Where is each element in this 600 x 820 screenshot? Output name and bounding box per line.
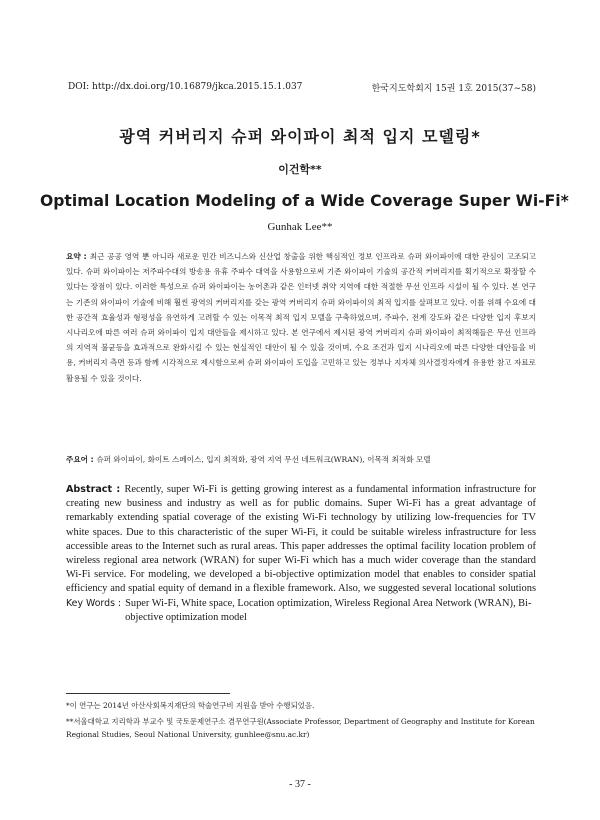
korean-keywords-label: 주요어 : bbox=[66, 455, 97, 464]
footnote-divider bbox=[66, 693, 230, 694]
english-abstract bbox=[66, 483, 536, 597]
running-header bbox=[68, 80, 536, 94]
footnote-affiliation: **서울대학교 지리학과 부교수 및 국토문제연구소 겸무연구원(Associate Professor, Department of Geography and Institute for Korean Regional Studies, Seoul National University, gunhlee@snu.ac.kr) bbox=[66, 717, 535, 739]
english-author: Gunhak Lee** bbox=[267, 221, 333, 233]
english-abstract-label: Abstract : bbox=[66, 484, 125, 495]
english-abstract-text: Recently, super Wi-Fi is getting growing interest as a fundamental information infrastructure for creating new business and industry as well as for public domains. Super Wi-Fi has a great advantage of remarkably extending spatial coverage of the existing Wi-Fi technology by utilizing low-frequencies for TV white spaces. Due to this characteristic of the super Wi-Fi, it could be suitable wireless infrastructure for less accessible areas to the Internet such as rural areas. This paper addresses the optimal facility location problem of wireless regional area network (WRAN) for super Wi-Fi which has a much wider coverage than the standard Wi-Fi service. For modeling, we developed a bi-objective optimization model that enables to consider spatial efficiency and spatial equity of demand in a flexible framework. Also, we suggested several locational solutions bbox=[66, 484, 536, 595]
korean-author: 이건학** bbox=[278, 163, 322, 176]
korean-title: 광역 커버리지 슈퍼 와이파이 최적 입지 모델링* bbox=[119, 127, 481, 146]
english-keywords bbox=[66, 597, 536, 625]
doi-text: DOI: http://dx.doi.org/10.16879/jkca.2015.15.1.037 bbox=[68, 82, 303, 92]
korean-abstract-text: 최근 공공 영역 뿐 아니라 새로운 민간 비즈니스와 신산업 창출을 위한 핵심적인 정보 인프라로 슈퍼 와이파이에 대한 관심이 고조되고 있다. 슈퍼 와이파이는 저주파수대의 방송용 유휴 주파수 대역을 사용함으로써 기존 와이파이 기술의 공간적 커버리지를 획기적으로 확장할 수 있다는 장점이 있다. 이러한 특성으로 슈퍼 와이파이는 농어촌과 같은 인터넷 취약 지역에 대한 적절한 무선 인프라 시설이 될 수 있다. 본 연구는 기존의 와이파이 기술에 비해 훨씬 광역의 커버리지를 갖는 광역 커버리지 슈퍼 와이파이의 최적 입지를 살펴보고 있다. 이를 위해 수요에 대한 공간적 효율성과 형평성을 유연하게 고려할 수 있는 이목적 최적 입지 모델을 구축하였으며, 주파수, 전계 강도와 같은 다양한 입지 후보지 시나리오에 따른 여러 슈퍼 와이파이 입지 대안들을 제시하고 있다. 본 연구에서 제시된 광역 커버리지 슈퍼 와이파이 최적해들은 무선 인프라의 지역적 불균등을 효과적으로 완화시킬 수 있는 현실적인 대안이 될 수 있을 것이며, 수요 조건과 입지 시나리오에 따른 다양한 대안들을 비용, 커버리지 측면 등과 함께 시각적으로 제시함으로써 슈퍼 와이파이 도입을 고민하고 있는 정부나 지자체 의사결정자에게 유용한 참고 자료로 활용될 수 있을 것이다. bbox=[66, 252, 536, 383]
page-number: - 37 - bbox=[289, 779, 311, 790]
english-keywords-text: Super Wi-Fi, White space, Location optimization, Wireless Regional Area Network (WRAN), Bi-objective optimization model bbox=[125, 598, 532, 624]
english-keywords-label: Key Words : bbox=[66, 598, 122, 609]
korean-abstract bbox=[66, 249, 536, 386]
footnote-funding: *이 연구는 2014년 아산사회복지재단의 학술연구비 지원을 받아 수행되었음. bbox=[66, 701, 315, 710]
korean-keywords bbox=[66, 452, 536, 467]
korean-keywords-text: 슈퍼 와이파이, 화이트 스페이스, 입지 최적화, 광역 지역 무선 네트워크(WRAN), 이목적 최적화 모델 bbox=[96, 455, 431, 464]
english-title: Optimal Location Modeling of a Wide Coverage Super Wi-Fi* bbox=[40, 192, 569, 210]
korean-abstract-label: 요약 : bbox=[66, 252, 90, 261]
journal-citation: 한국지도학회지 15권 1호 2015(37∼58) bbox=[371, 83, 536, 94]
